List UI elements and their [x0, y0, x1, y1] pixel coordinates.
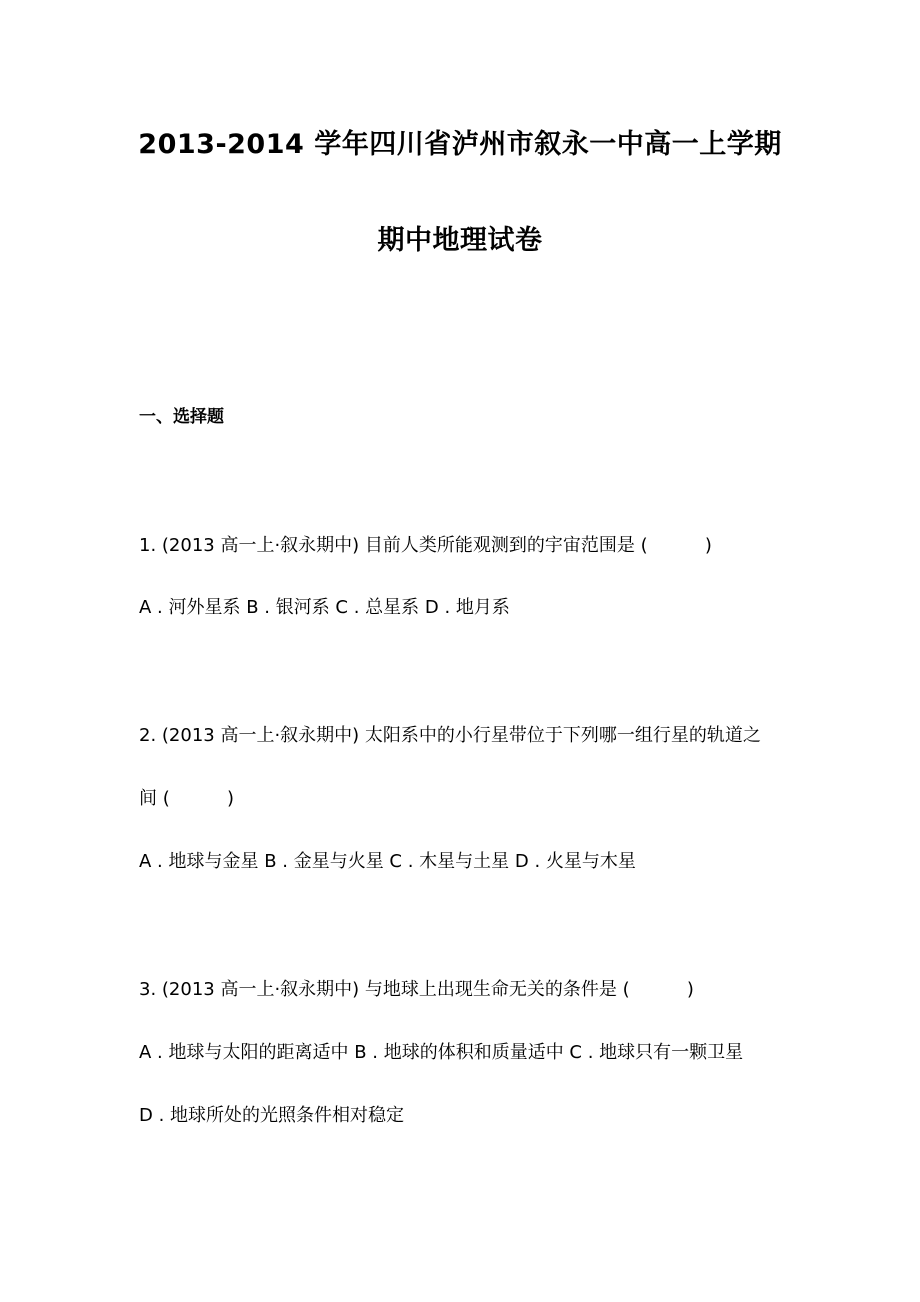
question-3-options-line-1: A . 地球与太阳的距离适中 B . 地球的体积和质量适中 C . 地球只有一颗卫星 [139, 1042, 744, 1063]
question-3-stem: 3. (2013 高一上·叙永期中) 与地球上出现生命无关的条件是 ( ) [139, 979, 694, 1000]
question-2-stem-line-1: 2. (2013 高一上·叙永期中) 太阳系中的小行星带位于下列哪一组行星的轨道之 [139, 725, 761, 746]
question-1-stem: 1. (2013 高一上·叙永期中) 目前人类所能观测到的宇宙范围是 ( ) [139, 535, 712, 556]
document-title-line-2: 期中地理试卷 [377, 225, 543, 256]
question-3-options-line-2: D . 地球所处的光照条件相对稳定 [139, 1105, 405, 1126]
question-2-options: A . 地球与金星 B . 金星与火星 C . 木星与土星 D . 火星与木星 [139, 851, 636, 872]
document-title-line-1: 2013-2014 学年四川省泸州市叙永一中高一上学期 [138, 129, 782, 160]
question-2-stem-line-2: 间 ( ) [139, 788, 234, 809]
question-1-options: A . 河外星系 B . 银河系 C . 总星系 D . 地月系 [139, 597, 510, 618]
section-heading: 一、选择题 [139, 407, 224, 427]
